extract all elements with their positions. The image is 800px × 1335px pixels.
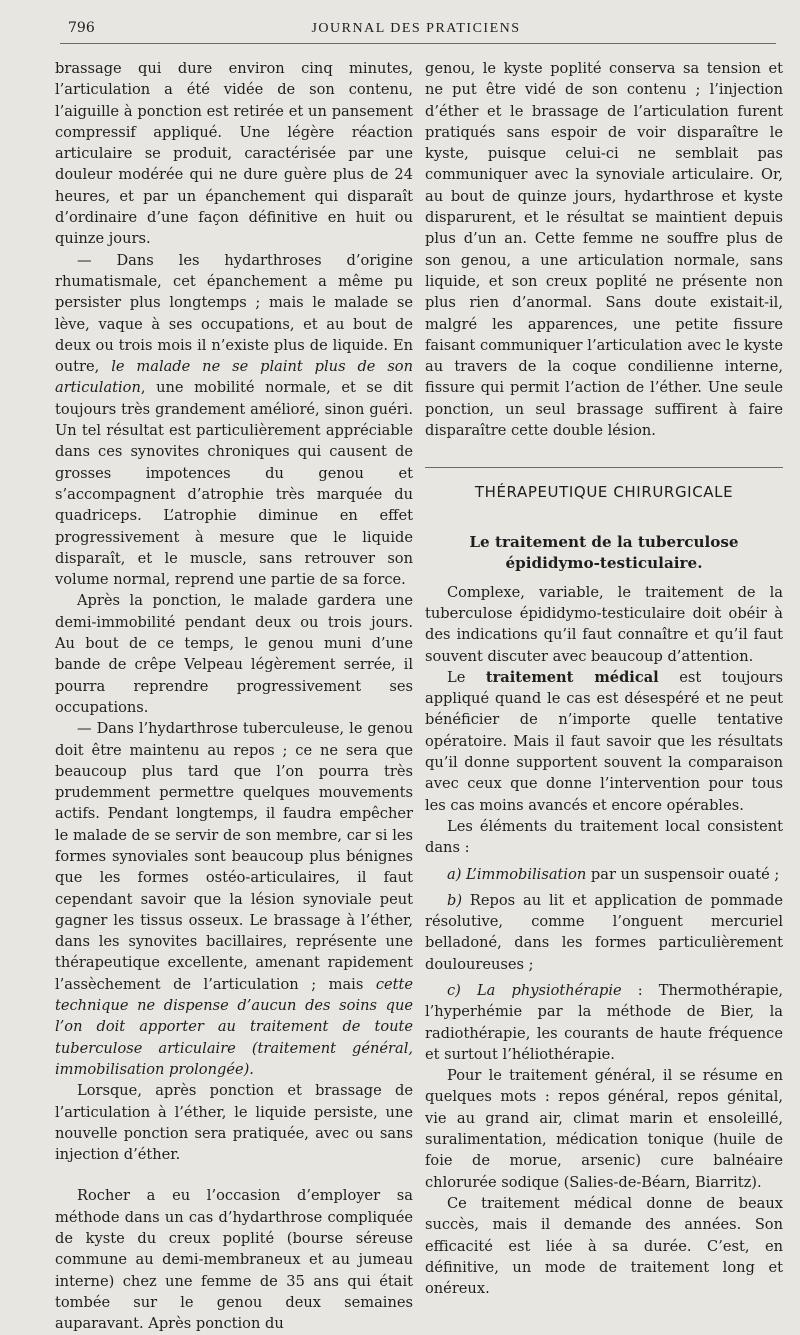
bold-phrase: traitement médical <box>485 668 659 686</box>
paragraph: Après la ponction, le malade gardera une demi-immobilité pendant deux ou trois jours. Au bout de ce temps, le genou muni d’une bande de crêpe Velpeau légèrement serrée, il pourra reprendre progressivement ses occupations. <box>55 592 413 716</box>
right-column <box>425 58 783 1299</box>
paragraph: brassage qui dure environ cinq minutes, l’articulation a été vidée de son contenu, l’aiguille à ponction est retirée et un pansement compressif appliqué. Une légère réaction articulaire se produit, caractérisée par une douleur modérée qui ne dure guère plus de 24 heures, et par un épanchement qui disparaît d’ordinaire d’une façon définitive en huit ou quinze jours. <box>55 60 413 248</box>
paragraph: Complexe, variable, le traitement de la tuberculose épididymo-testiculaire doit obéir à des indications qu’il faut connaître et qu’il faut souvent discuter avec beaucoup d’attention. <box>425 583 783 665</box>
page-number: 796 <box>68 20 95 36</box>
italic-phrase: cette technique ne dispense d’aucun des soins que l’on doit apporter au traitement de toute tuberculose articulaire (traitement général, immobilisation prolongée). <box>55 975 413 1078</box>
list-item: b) Repos au lit et application de pommade résolutive, comme l’onguent mercuriel belladoné, dans les formes particulièrement douloureuses ; <box>425 891 783 973</box>
article-title: Le traitement de la tuberculose épididymo-testiculaire. <box>469 532 739 572</box>
paragraph: — Dans l’hydarthrose tuberculeuse, le genou doit être maintenu au repos ; ce ne sera que beaucoup plus tard que l’on pourra très prudemment permettre quelques mouvements actifs. Pendant longtemps, il faudra empêcher le malade de se servir de son membre, car si les formes synoviales sont beaucoup plus bénignes que les formes ostéo-articulaires, il faut cependant savoir que la lésion synoviale peut gagner les tissus osseux. Le brassage à l’éther, dans les synovites bacillaires, représente une thérapeutique excellente, amenant rapidement l’assèchement de l’articulation ; mais cette technique ne dispense d’aucun des soins que l’on doit apporter au traitement de toute tuberculose articulaire (traitement général, immobilisation prolongée). <box>55 720 413 1078</box>
paragraph: Ce traitement médical donne de beaux succès, mais il demande des années. Son efficacité est liée à sa durée. C’est, en définitive, un mode de traitement long et onéreux. <box>425 1194 783 1298</box>
paragraph: Les éléments du traitement local consistent dans : <box>425 817 783 857</box>
section-divider <box>425 467 783 468</box>
paragraph: Le traitement médical est toujours appliqué quand le cas est désespéré et ne peut bénéficier de n’importe quelle tentative opératoire. Mais il faut savoir que les résultats qu’il donne supportent souvent la comparaison avec ceux que donne l’intervention pour tous les cas moins avancés et encore opérables. <box>425 668 784 814</box>
paragraph: Rocher a eu l’occasion d’employer sa méthode dans un cas d’hydarthrose compliquée de kyste du creux poplité (bourse séreuse commune au demi-membraneux et au jumeau interne) chez une femme de 35 ans qui était tombée sur le genou deux semaines auparavant. Après ponction du <box>55 1187 413 1333</box>
list-item: a) L’immobilisation par un suspensoir ouaté ; <box>447 865 780 883</box>
left-column <box>55 58 413 1335</box>
journal-title: JOURNAL DES PRATICIENS <box>311 21 521 36</box>
section-title: THÉRAPEUTIQUE CHIRURGICALE <box>474 483 734 502</box>
header-rule <box>60 43 776 44</box>
paragraph: Lorsque, après ponction et brassage de l’articulation à l’éther, le liquide persiste, une nouvelle ponction sera pratiquée, avec ou sans injection d’éther. <box>55 1082 413 1164</box>
page-header <box>60 20 772 42</box>
list-item: c) La physiothérapie : Thermothérapie, l’hyperhémie par la méthode de Bier, la radiothérapie, les courants de haute fréquence et surtout l’héliothérapie. <box>425 981 783 1063</box>
paragraph: genou, le kyste poplité conserva sa tension et ne put être vidé de son contenu ; l’injection d’éther et le brassage de l’articulation furent pratiqués sans espoir de voir disparaître le kyste, puisque celui-ci ne semblait pas communiquer avec la synoviale articulaire. Or, au bout de quinze jours, hydarthrose et kyste disparurent, et le résultat se maintient depuis plus d’un an. Cette femme ne souffre plus de son genou, a une articulation normale, sans liquide, et son creux poplité ne présente non plus rien d’anormal. Sans doute existait-il, malgré les apparences, une petite fissure faisant communiquer l’articulation avec le kyste au travers de la coque condilienne interne, fissure qui permit l’action de l’éther. Une seule ponction, un seul brassage suffirent à faire disparaître cette double lésion. <box>425 60 783 440</box>
paragraph: Pour le traitement général, il se résume en quelques mots : repos général, repos génital, vie au grand air, climat marin et ensoleillé, suralimentation, médication tonique (huile de foie de morue, arsenic) cure balnéaire chlorurée sodique (Salies-de-Béarn, Biarritz). <box>425 1067 783 1191</box>
paragraph: — Dans les hydarthroses d’origine rhumatismale, cet épanchement a même pu persister plus longtemps ; mais le malade se lève, vaque à ses occupations, et au bout de deux ou trois mois il n’existe plus de liquide. En outre, le malade ne se plaint plus de son articulation, une mobilité normale, et se dit toujours très grandement amélioré, sinon guéri. Un tel résultat est particulièrement appréciable dans ces synovites chroniques qui causent de grosses impotences du genou et s’accompagnent d’atrophie très marquée du quadriceps. L’atrophie diminue en effet progressivement à mesure que le liquide disparaît, et le muscle, sans retrouver son volume normal, reprend une partie de sa force. <box>55 251 413 589</box>
italic-phrase: le malade ne se plaint plus de son articulation <box>55 358 413 397</box>
